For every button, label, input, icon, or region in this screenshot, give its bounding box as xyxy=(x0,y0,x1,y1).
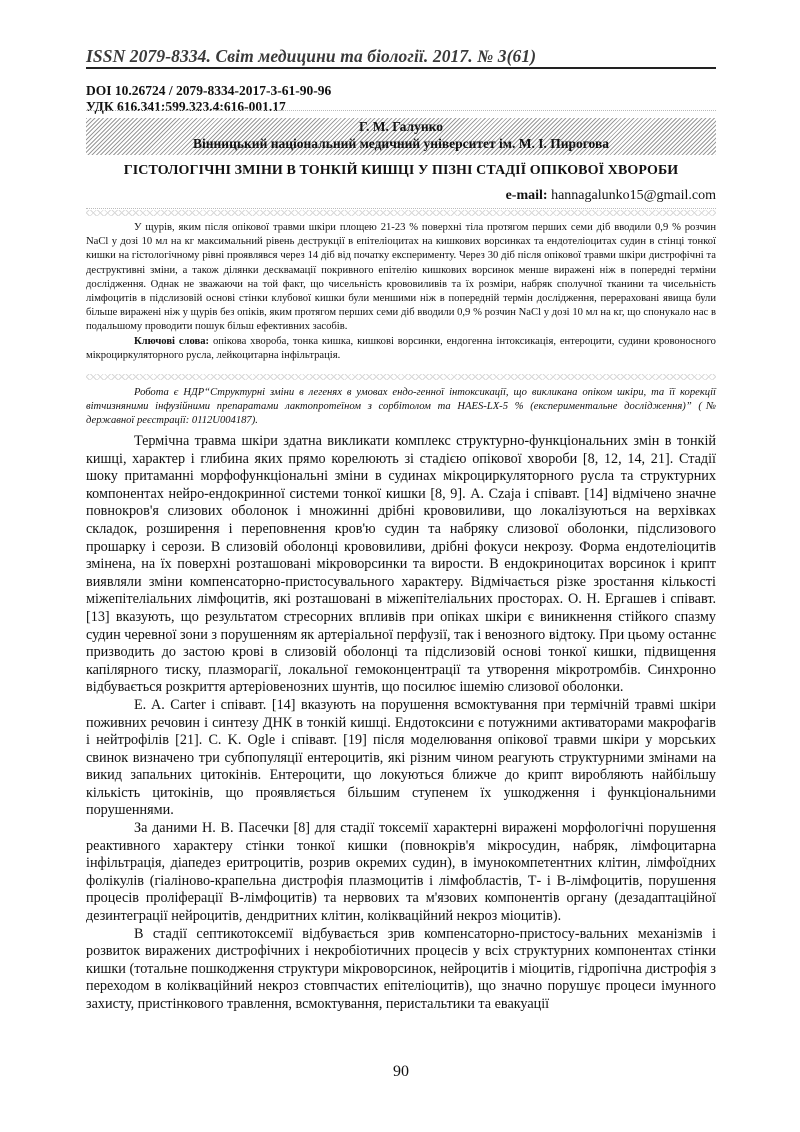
funding-note: Робота є НДР“Структурні зміни в легенях в умовах ендо-генної інтоксикації, що викликана опіком шкіри, та її корекції вітчизняними інфузійними препаратами лактопротеїном з сорбітолом та HAES-LX-5 % (експериментальне дослідження)” (№ державної реєстрації: 0112U004187). xyxy=(86,387,716,427)
abstract-text: У щурів, яким після опікової травми шкіри площею 21-23 % поверхні тіла протягом перших семи діб вводили 0,9 % розчин NaCl у дозі 10 мл на кг максимальний рівень деструкції в епітеліоцитах на кишкових ворсинках та ендотеліоцитах судин в стінці тонкої кишки на гістологічному рівні проявлявся через 14 діб від початку експерименту. Через 30 діб після опікової травми шкіри дистрофічні та деструктивні зміни, а також ділянки десквамації покривного епітелію кишкових ворсинок менше виражені ніж в попередні терміни дослідження. Однак не зважаючи на той факт, що чисельність крововиливів та їх розміри, набряк сполучної тканини та чисельність лімфоцитів в підслизовій основі стінки клубової кишки були меншими ніж в попередній термін дослідження, перераховані явища були більше виражені ніж у щурів без опіків, яким протягом перших семи діб вводили 0,9 % розчин NaCl у дозі 10 мл на кг, що спонукало нас в подальшому проводити пошук більш ефективних засобів. xyxy=(86,222,716,333)
author-name: Г. М. Галунко xyxy=(358,119,444,134)
journal-running-header: ISSN 2079-8334. Світ медицини та біології. 2017. № 3(61) xyxy=(86,46,537,66)
body-paragraph: E. A. Carter і співавт. [14] вказують на порушення всмоктування при термічній травмі шкіри поживних речовин і синтезу ДНК в тонкій кишці. Ендотоксини є потужними активаторами макрофагів і нейтрофілів [21]. C. K. Ogle і співавт. [19] після моделювання опікової травми шкіри у морських свинок визначено три субпопуляції ентероцитів, які різним чином реагують структурними змінами на викид запальних цитокінів. Ентероцити, що локуються ближче до крипт виробляють найбільшу кількість цитокінів, що проявляється більшим ступенем їх ушкодження і функціональними порушеннями. xyxy=(86,696,716,819)
keywords-label: Ключові слова: xyxy=(134,335,210,347)
keywords-list: опікова хвороба, тонка кишка, кишкові ворсинки, ендогенна інтоксикація, ентероцити, судини кровоносного мікроциркуляторного русла, лейкоцитарна інфільтрація. xyxy=(86,335,716,361)
author-band xyxy=(86,118,716,155)
body-paragraph: За даними Н. В. Пасечки [8] для стадії токсемії характерні виражені морфологічні порушення реактивного характеру стінки тонкої кишки (повнокрів'я мікросудин, набряк, лімфоцитарна інфільтрація, діапедез еритроцитів, розрив окремих судин), в імунокомпетентних клітин, лімфоїдних фолікулів (гіаліново-крапельна дистрофія плазмоцитів і лімфобластів, Т- і В-лімфоцитів, порушення процесів проліферації В-лімфоцитів) та нервових та м'язових компонентів органу (дезадаптаційної дезинтеграції нейроцитів, дендритних клітин, колікваційний некроз міоцитів). xyxy=(86,820,716,925)
email-address[interactable]: hannagalunko15@gmail.com xyxy=(551,188,716,203)
dotted-separator xyxy=(86,208,716,209)
author-affiliation: Вінницький національний медичний університет ім. М. І. Пирогова xyxy=(193,136,609,151)
email-label: e-mail: xyxy=(505,188,548,203)
body-paragraph: В стадії септикотоксемії відбувається зрив компенсаторно-пристосу-вальних механізмів і розвиток виражених дистрофічних і некробіотичних процесів у всіх структурних компонентах стінки кишки (тотальне пошкодження структури мікроворсинок, нейроцитів і міоцитів, гідропічна дистрофія з переходом в колікваційний некроз стовпчастих епітеліоцитів), що значно порушує процеси імунного захисту, пристінкового травлення, всмоктування, перистальтики та евакуації xyxy=(86,925,716,1012)
wavy-separator xyxy=(86,374,716,380)
article-title: ГІСТОЛОГІЧНІ ЗМІНИ В ТОНКІЙ КИШЦІ У ПІЗНІ СТАДІЇ ОПІКОВОЇ ХВОРОБИ xyxy=(123,163,679,178)
udc: УДК 616.341:599.323.4:616-001.17 xyxy=(86,99,286,114)
body-paragraph: Термічна травма шкіри здатна викликати комплекс структурно-функціональних змін в тонкій кишці, характер і глибина яких прямо корелюють зі стадією опікової хвороби [8, 12, 14, 21]. Стадії шоку притаманні морфофункціональні зміни в судинах мікроциркуляторного русла та структурних компонентах нейро-ендокринної системи тонкої кишки [8, 9]. A. Czaja і співавт. [14] відмічено значне повнокров'я слизових оболонок і множинні дрібні крововиливи, що локалізуються на верхівках складок, розширення і переповнення кров'ю судин та набряку слизової оболонки, підслизового прошарку і серози. В слизовій оболонці крововиливи, дрібні фокуси некрозу. Форма ендотеліоцитів змінена, на їх поверхні розташовані мікроворсинки та вирости. В ендокриноцитах ворсинок і крипт виявляли зміни компенсаторно-пристосувального характеру. Відмічається різке зростання кількості міжепітеліальних лімфоцитів, які розташовані в міжепітеліальних просторах. О. Н. Ергашев і співавт. [13] вказують, що результатом стресорних впливів при опіках шкіри є виникнення стійкого спазму судин черевної зони з порушенням як артеріальної перфузії, так і венозного відтоку. При цьому останнє призводить до застою крові в слизовій оболонці та підслизовій основі тонкої кишки, підвищення капілярного тиску, плазморагії, локальної гемоконцентрації та утворення мікротромбів. Синхронно відбувається розкриття артеріовенозних шунтів, що посилює ішемію слизової оболонки. xyxy=(86,433,716,696)
article-body xyxy=(86,433,716,1014)
abstract xyxy=(86,221,716,363)
wavy-separator xyxy=(86,210,716,216)
dotted-separator xyxy=(86,110,716,111)
keywords xyxy=(86,335,716,363)
header-rule xyxy=(86,67,716,69)
author-email xyxy=(506,188,716,204)
page-number: 90 xyxy=(393,1063,409,1080)
doi: DOI 10.26724 / 2079-8334-2017-3-61-90-96 xyxy=(86,83,332,98)
